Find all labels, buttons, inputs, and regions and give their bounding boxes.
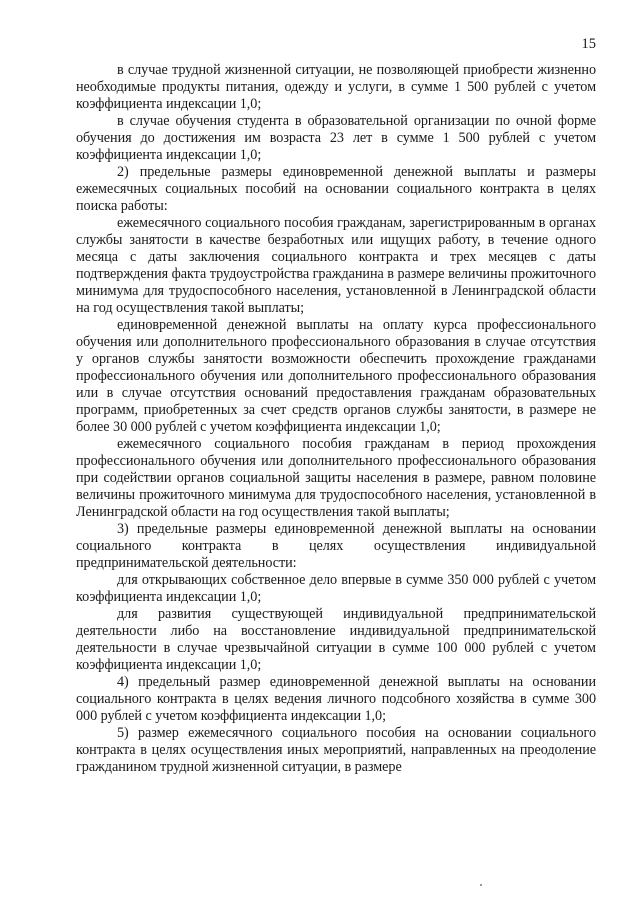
paragraph-item-2-job-search: 2) предельные размеры единовременной денежной выплаты и размеры ежемесячных социальных пособий на основании социального контракта в целях поиска работы: — [76, 164, 596, 214]
paragraph-item-4-subsidiary-farming: 4) предельный размер единовременной денежной выплаты на основании социального контракта в целях ведения личного подсобного хозяйства в сумме 300 000 рублей с учетом коэффициента индексации 1,0; — [76, 674, 596, 724]
page-number: 15 — [581, 36, 596, 52]
paragraph-new-business: для открывающих собственное дело впервые в сумме 350 000 рублей с учетом коэффициента индексации 1,0; — [76, 572, 596, 605]
paragraph-training-period-allowance: ежемесячного социального пособия гражданам в период прохождения профессионального обучения или дополнительного профессионального образования при содействии органов социальной защиты населения в размере, равном половине величины прожиточного минимума для трудоспособного населения, установленной в Ленинградской области на год осуществления такой выплаты; — [76, 436, 596, 520]
paragraph-item-3-entrepreneurship: 3) предельные размеры единовременной денежной выплаты на основании социального контракта в целях осуществления индивидуальной предпринимательской деятельности: — [76, 521, 596, 571]
paragraph-hardship-allowance: в случае трудной жизненной ситуации, не позволяющей приобрести жизненно необходимые продукты питания, одежду и услуги, в сумме 1 500 рублей с учетом коэффициента индексации 1,0; — [76, 62, 596, 112]
document-body — [76, 62, 596, 776]
paragraph-business-development: для развития существующей индивидуальной предпринимательской деятельности либо на восстановление индивидуальной предпринимательской деятельности в случае чрезвычайной ситуации в сумме 100 000 рублей с учетом коэффициента индексации 1,0; — [76, 606, 596, 673]
scan-speck — [480, 884, 482, 886]
paragraph-student-allowance: в случае обучения студента в образовательной организации по очной форме обучения до достижения им возраста 23 лет в сумме 1 500 рублей с учетом коэффициента индексации 1,0; — [76, 113, 596, 163]
paragraph-training-payment: единовременной денежной выплаты на оплату курса профессионального обучения или дополнительного профессионального образования в случае отсутствия у органов службы занятости возможности обеспечить прохождение гражданами профессионального обучения или дополнительного профессионального образования или в случае отсутствия оснований предоставления гражданам образовательных программ, приобретенных за счет средств органов службы занятости, в размере не более 30 000 рублей с учетом коэффициента индексации 1,0; — [76, 317, 596, 435]
paragraph-unemployed-allowance: ежемесячного социального пособия гражданам, зарегистрированным в органах службы занятости в качестве безработных или ищущих работу, в течение одного месяца с даты заключения социального контракта и трех месяцев с даты подтверждения факта трудоустройства гражданина в размере величины прожиточного минимума для трудоспособного населения, установленной в Ленинградской области на год осуществления такой выплаты; — [76, 215, 596, 316]
paragraph-item-5-other-measures: 5) размер ежемесячного социального пособия на основании социального контракта в целях осуществления иных мероприятий, направленных на преодоление гражданином трудной жизненной ситуации, в размере — [76, 725, 596, 775]
